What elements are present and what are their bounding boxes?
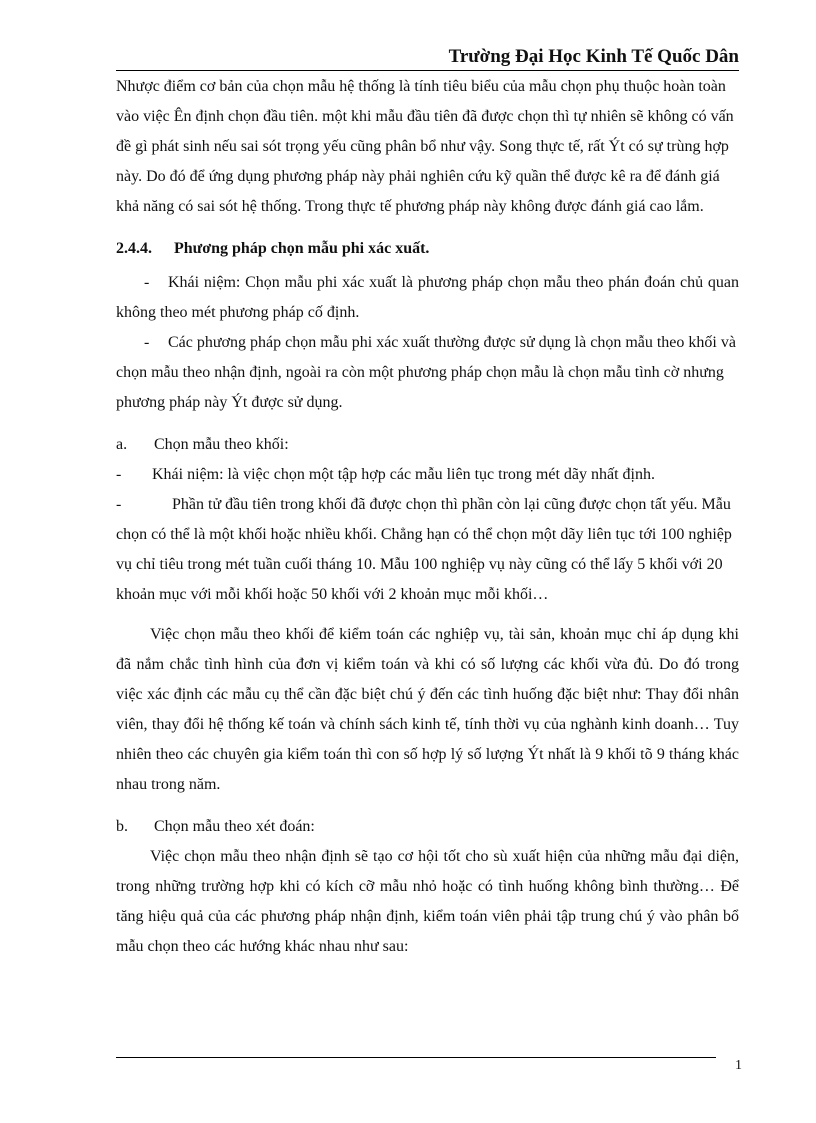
section-number: 2.4.4. — [116, 240, 152, 257]
list-dash: - — [116, 496, 122, 513]
bullet-dash: - — [144, 274, 150, 291]
subsection-label: a. — [116, 436, 128, 453]
bullet-item — [116, 328, 739, 418]
page-number: 1 — [735, 1058, 742, 1073]
list-text: Phần tử đầu tiên trong khối đã được chọn thì phần còn lại cũng được chọn tất yếu. Mẫu chọn có thể là một khối hoặc nhiều khối. Chẳng hạn có thể chọn một dãy liên tục tới 100 nghiệp vụ chỉ tiêu trong mét tuần cuối tháng 10. Mẫu 100 nghiệp vụ này cũng có thể lấy 5 khối với 20 khoản mục với mỗi khối hoặc 50 khối với 2 khoản mục mỗi khối… — [116, 496, 732, 603]
bullet-item — [116, 268, 739, 328]
subsection-b-heading — [116, 812, 739, 842]
subsection-title: Chọn mẫu theo khối: — [154, 436, 289, 453]
paragraph-block-sampling: Việc chọn mẫu theo khối để kiểm toán các nghiệp vụ, tài sản, khoản mục chỉ áp dụng khi đã nắm chắc tình hình của đơn vị kiểm toán và khi có số lượng các khối vừa đủ. Do đó trong việc xác định các mẫu cụ thể cần đặc biệt chú ý đến các tình huống đặc biệt như: Thay đổi nhân viên, thay đổi hệ thống kế toán và chính sách kinh tế, tính thời vụ của nghành kinh doanh… Tuy nhiên theo các chuyên gia kiểm toán thì con số hợp lý số lượng Ýt nhất là 9 khối tõ 9 tháng khác nhau trong năm. — [116, 626, 739, 793]
subsection-title: Chọn mẫu theo xét đoán: — [154, 818, 315, 835]
list-item — [116, 460, 739, 490]
paragraph-judgment-sampling: Việc chọn mẫu theo nhận định sẽ tạo cơ hội tốt cho sù xuất hiện của những mẫu đại diện, trong những trường hợp khi có kích cỡ mẫu nhỏ hoặc có tình huống không bình thường… Để tăng hiệu quả của các phương pháp nhận định, kiểm toán viên phải tập trung chú ý vào phân bổ mẫu chọn theo các hướng khác nhau như sau: — [116, 848, 739, 955]
bullet-text: Khái niệm: Chọn mẫu phi xác xuất là phương pháp chọn mẫu theo phán đoán chủ quan không theo mét phương pháp cố định. — [116, 274, 739, 321]
bullet-text: Các phương pháp chọn mẫu phi xác xuất thường được sử dụng là chọn mẫu theo khối và chọn mẫu theo nhận định, ngoài ra còn một phương pháp chọn mẫu là chọn mẫu tình cờ nhưng phương pháp này Ýt được sử dụng. — [116, 334, 736, 411]
document-body — [116, 72, 739, 962]
section-title: Phương pháp chọn mẫu phi xác xuất. — [174, 240, 430, 257]
page-header: Trường Đại Học Kinh Tế Quốc Dân — [116, 46, 739, 71]
footer-rule — [116, 1057, 716, 1058]
subsection-label: b. — [116, 818, 128, 835]
subsection-a-heading — [116, 430, 739, 460]
paragraph-intro: Nhược điểm cơ bản của chọn mẫu hệ thống là tính tiêu biểu của mẫu chọn phụ thuộc hoàn toàn vào việc Ên định chọn đầu tiên. một khi mẫu đầu tiên đã được chọn thì tự nhiên sẽ không có vấn đề gì phát sinh nếu sai sót trọng yếu cũng phân bổ như vậy. Song thực tế, rất Ýt có sự trùng hợp này. Do đó để ứng dụng phương pháp này phải nghiên cứu kỹ quần thể được kê ra để đánh giá khả năng có sai sót hệ thống. Trong thực tế phương pháp này không được đánh giá cao lắm. — [116, 78, 734, 215]
list-dash: - — [116, 466, 122, 483]
list-item — [116, 490, 739, 610]
list-text: Khái niệm: là việc chọn một tập hợp các mẫu liên tục trong mét dãy nhất định. — [152, 466, 655, 483]
bullet-dash: - — [144, 334, 150, 351]
section-heading — [116, 234, 739, 264]
